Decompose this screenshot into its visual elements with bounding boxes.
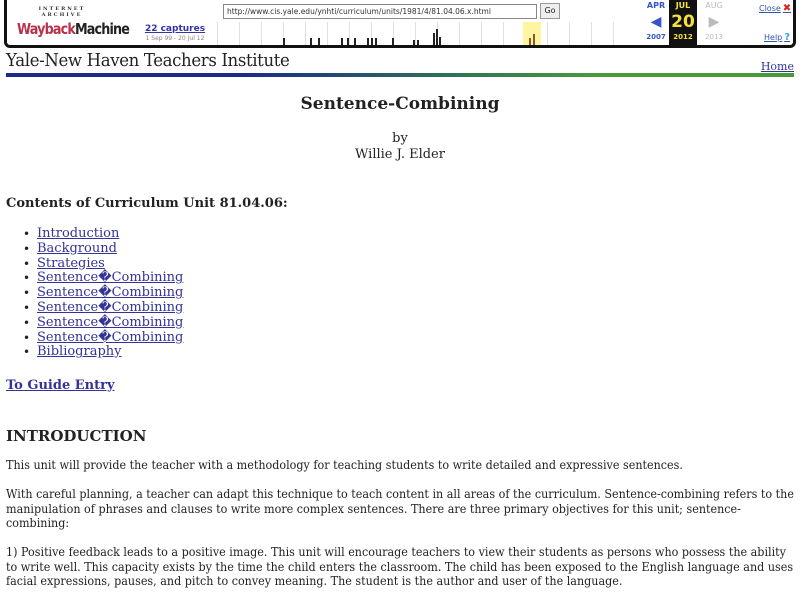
toc-item bbox=[20, 345, 183, 360]
capture-calendar bbox=[641, 0, 761, 45]
paragraph: 1) Positive feedback leads to a positive image. This unit will encourage teachers to view their students as persons who possess the ability to write well. This capacity exists by the time the child enters the classroom. The child has been exposed to the English language and uses facial expressions, pauses, and pitch to convey meaning. The student is the author and user of the language. bbox=[6, 545, 794, 589]
captures-info bbox=[135, 24, 215, 42]
toc-item bbox=[20, 227, 183, 242]
by-label: by bbox=[392, 131, 408, 146]
captures-range: 1 Sep 99 - 20 Jul 12 bbox=[145, 35, 205, 42]
help-button[interactable]: Help ? bbox=[764, 32, 791, 43]
capture-sparkline[interactable] bbox=[217, 22, 637, 46]
wayback-toolbar bbox=[4, 0, 796, 48]
wayback-logo[interactable] bbox=[17, 6, 130, 42]
toc-item bbox=[20, 331, 183, 346]
contents-heading: Contents of Curriculum Unit 81.04.06: bbox=[6, 196, 288, 211]
home-link[interactable]: Home bbox=[760, 60, 794, 73]
prev-capture[interactable]: APR ◀ 2007 bbox=[641, 0, 671, 45]
toc-link-sentence-combining-2[interactable]: Sentence�Combining bbox=[37, 285, 184, 301]
toc-link-sentence-combining-5[interactable]: Sentence�Combining bbox=[37, 329, 184, 345]
prev-arrow-icon: ◀ bbox=[650, 14, 662, 30]
toc-link-strategies[interactable]: Strategies bbox=[37, 255, 105, 271]
close-icon: ✖ bbox=[782, 3, 792, 14]
next-capture: AUG ▶ 2013 bbox=[699, 0, 729, 45]
paragraph: With careful planning, a teacher can adapt this technique to teach content in all areas of the curriculum. Sentence-combining refers to the manipulation of phrases and clauses to write more complex sentences. There are three primary objectives for this unit; sentence-combining: bbox=[6, 487, 794, 531]
paragraph: This unit will provide the teacher with a methodology for teaching students to write detailed and expressive sentences. bbox=[6, 458, 683, 472]
toc-link-sentence-combining-1[interactable]: Sentence�Combining bbox=[37, 270, 184, 286]
toc-link-introduction[interactable]: Introduction bbox=[37, 226, 120, 241]
captures-link[interactable]: 22 captures bbox=[144, 24, 206, 34]
toc-link-bibliography[interactable]: Bibliography bbox=[37, 344, 122, 360]
toc-item bbox=[20, 301, 183, 316]
author-name: Willie J. Elder bbox=[355, 147, 445, 162]
next-arrow-icon: ▶ bbox=[708, 14, 720, 30]
close-button[interactable]: Close ✖ bbox=[759, 3, 792, 14]
toc-link-background[interactable]: Background bbox=[37, 240, 117, 256]
header-divider bbox=[6, 73, 794, 77]
url-input[interactable]: http://www.cis.yale.edu/ynhti/curriculum/units/1981/4/81.04.06.x.html bbox=[223, 4, 537, 19]
toc-item bbox=[20, 316, 183, 331]
wayback-machine-wordmark: WaybackMachine bbox=[17, 20, 130, 38]
toc-item bbox=[20, 286, 183, 301]
byline bbox=[0, 131, 800, 163]
current-capture: JUL 20 2012 bbox=[669, 0, 697, 45]
toc-link-sentence-combining-3[interactable]: Sentence�Combining bbox=[37, 299, 184, 315]
guide-entry-link[interactable]: To Guide Entry bbox=[6, 378, 115, 393]
site-title: Yale-New Haven Teachers Institute bbox=[6, 50, 290, 71]
table-of-contents bbox=[20, 227, 183, 360]
toc-item bbox=[20, 271, 183, 286]
toc-link-sentence-combining-4[interactable]: Sentence�Combining bbox=[37, 314, 184, 330]
internet-archive-label: INTERNET ARCHIVE bbox=[38, 6, 86, 18]
introduction-heading: INTRODUCTION bbox=[6, 427, 147, 445]
go-button[interactable]: Go bbox=[540, 3, 560, 19]
toc-item bbox=[20, 242, 183, 257]
page-title: Sentence-Combining bbox=[300, 94, 500, 114]
help-icon: ? bbox=[784, 32, 791, 43]
